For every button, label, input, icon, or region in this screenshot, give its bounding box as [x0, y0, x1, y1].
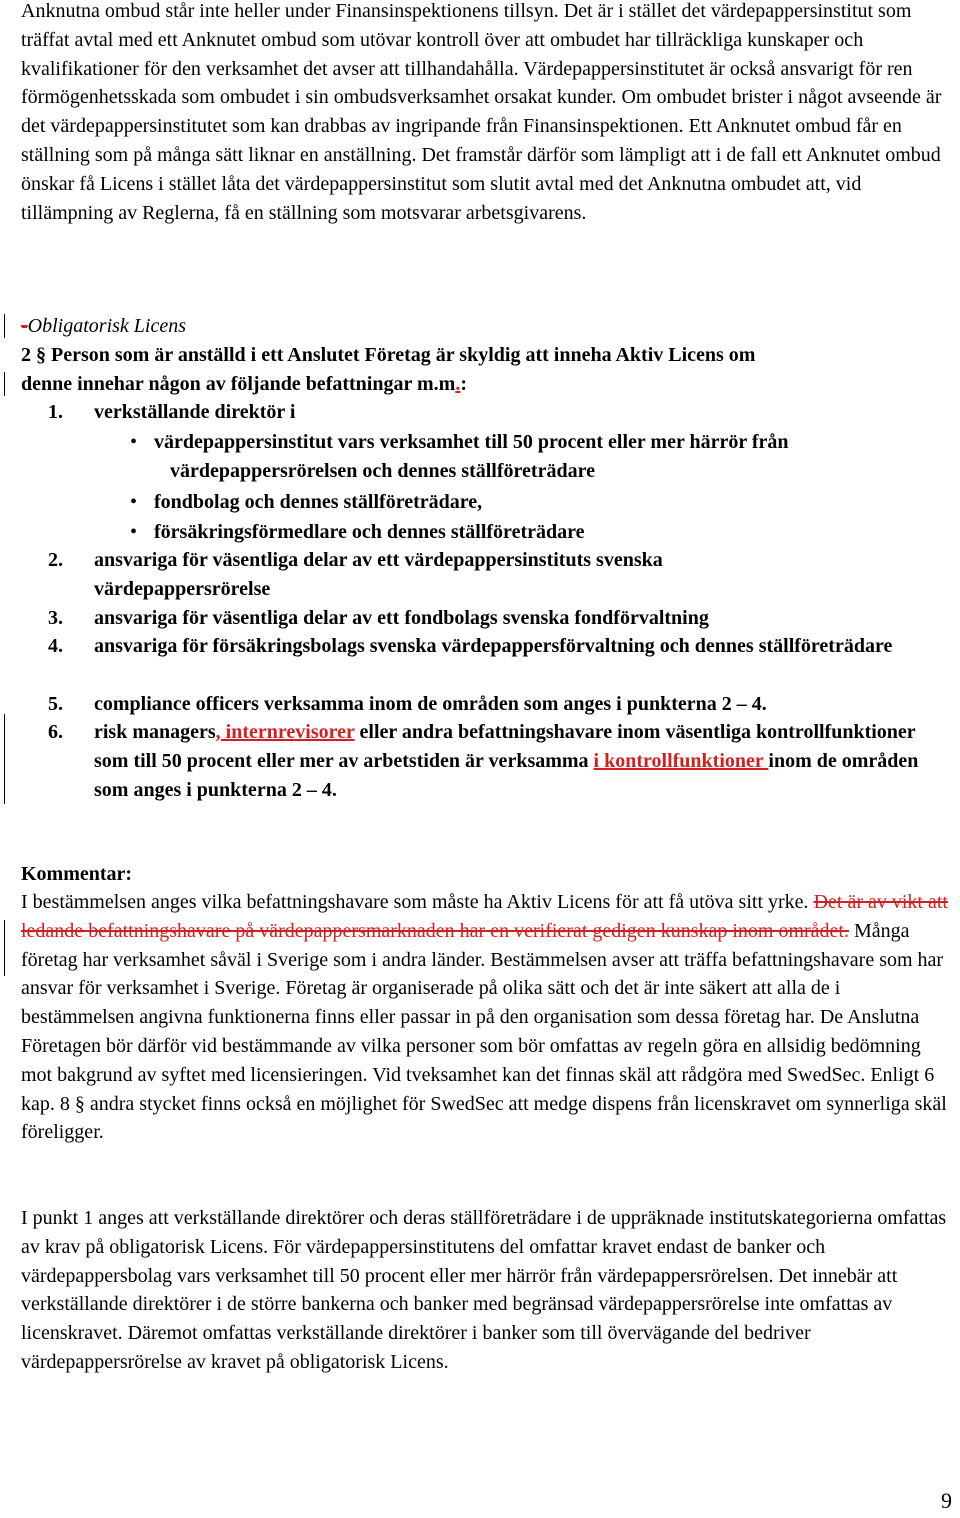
item-text: ansvariga för försäkringsbolags svenska värdepappersförvaltning och dennes ställföreträdare: [94, 635, 893, 657]
item-number: 5.: [48, 693, 63, 715]
deleted-dash: -: [21, 315, 28, 337]
item-text: compliance officers verksamma inom de områden som anges i punkterna 2 – 4.: [94, 693, 767, 715]
item-text: risk managers, internrevisorer eller andra befattningshavare inom väsentliga kontrollfunktioner som till 50 procent eller mer av arbetstiden är verksamma i kontrollfunktioner inom de områden som anges i punkterna 2 – 4.: [94, 721, 919, 801]
change-bar: [4, 314, 5, 338]
rule-paragraph-line-2: denne innehar någon av följande befattningar m.m.:: [21, 373, 467, 395]
item-number: 4.: [48, 635, 63, 657]
bullet-glyph: •: [130, 521, 138, 543]
item-number: 1.: [48, 401, 63, 423]
rule-paragraph-line-1: 2 § Person som är anställd i ett Anslutet Företag är skyldig att inneha Aktiv Licens om: [21, 344, 756, 366]
bullet-item-line-2: värdepappersrörelsen och dennes ställföreträdare: [170, 460, 595, 482]
page-number: 9: [941, 1488, 952, 1513]
section-title: Obligatorisk Licens: [27, 315, 187, 337]
intro-paragraph: Anknutna ombud står inte heller under Finansinspektionens tillsyn. Det är i stället det värdepappersinstitut som träffat avtal med ett Anknutet ombud som utövar kontroll över att ombudet har tillräckliga kunskaper och kvalifikationer för den verksamhet det avser att tillhandahålla. Värdepappersinstitutet är också ansvarigt för ren förmögenhetsskada som ombudet i sin ombudsverksamhet orsakat kunder. Om ombudet brister i något avseende är det värdepappersinstitutet som kan drabbas av ingripande från Finansinspektionen. Ett Anknutet ombud får en ställning som på många sätt liknar en anställning. Det framstår därför som lämpligt att i de fall ett Anknutet ombud önskar få Licens i stället låta det värdepappersinstitut som slutit avtal med det Anknutna ombudet att, vid tillämpning av Reglerna, få en ställning som motsvarar arbetsgivarens.: [21, 0, 942, 224]
comment-heading: Kommentar:: [21, 863, 133, 885]
bullet-glyph: •: [130, 491, 138, 513]
item-number: 2.: [48, 549, 63, 571]
bullet-item: försäkringsförmedlare och dennes ställföreträdare: [154, 521, 585, 543]
change-bar: [4, 714, 5, 804]
item-text: ansvariga för väsentliga delar av ett värdepappersinstituts svenska värdepappersrörelse: [94, 549, 663, 600]
change-bar: [4, 372, 5, 396]
deleted-text: Det är av vikt att ledande befattningshavare på värdepappersmarknaden har en verifierat gedigen kunskap inom området.: [21, 891, 948, 942]
section-heading: [21, 312, 186, 340]
item-text: verkställande direktör i: [94, 401, 296, 423]
comment-paragraph-1: I bestämmelsen anges vilka befattningshavare som måste ha Aktiv Licens för att få utöva sitt yrke. Det är av vikt att ledande befattningshavare på värdepappersmarknaden har en verifierat gedigen kunskap inom området. Många företag har verksamhet såväl i Sverige som i andra länder. Bestämmelsen avser att träffa befattningshavare som har ansvar för verksamhet i Sverige. Företag är organiserade på olika sätt och det är inte säkert att alla de i bestämmelsen angivna funktionerna finns eller passar in på den organisation som dessa företag har. De Anslutna Företagen bör därför vid bestämmande av vilka personer som bör omfattas av regeln göra en allsidig bedömning mot bakgrund av syftet med licensieringen. Vid tveksamhet kan det finnas skäl att rådgöra med SwedSec. Enligt 6 kap. 8 § andra stycket finns också en möjlighet för SwedSec att medge dispens från licenskravet om synnerliga skäl föreligger.: [21, 891, 948, 1144]
bullet-glyph: •: [130, 431, 138, 453]
inserted-text: , internrevisorer: [215, 721, 355, 743]
change-bar: [4, 920, 5, 976]
item-number: 6.: [48, 721, 63, 743]
bullet-item-line-1: värdepappersinstitut vars verksamhet till 50 procent eller mer härrör från: [154, 431, 789, 453]
bullet-item: fondbolag och dennes ställföreträdare,: [154, 491, 483, 513]
item-text: ansvariga för väsentliga delar av ett fondbolags svenska fondförvaltning: [94, 607, 709, 629]
inserted-period: .: [455, 373, 461, 395]
item-number: 3.: [48, 607, 63, 629]
comment-paragraph-2: I punkt 1 anges att verkställande direktörer och deras ställföreträdare i de uppräknade institutskategorierna omfattas av krav på obligatorisk Licens. För värdepappersinstitutens del omfattar kravet endast de banker och värdepappersbolag vars verksamhet till 50 procent eller mer härrör från värdepappersrörelsen. Det innebär att verkställande direktörer i de större bankerna och banker med begränsad värdepappersrörelse inte omfattas av licenskravet. Däremot omfattas verkställande direktörer i banker som till övervägande del bedriver värdepappersrörelse av kravet på obligatorisk Licens.: [21, 1207, 947, 1373]
inserted-text: i kontrollfunktioner: [593, 749, 769, 772]
